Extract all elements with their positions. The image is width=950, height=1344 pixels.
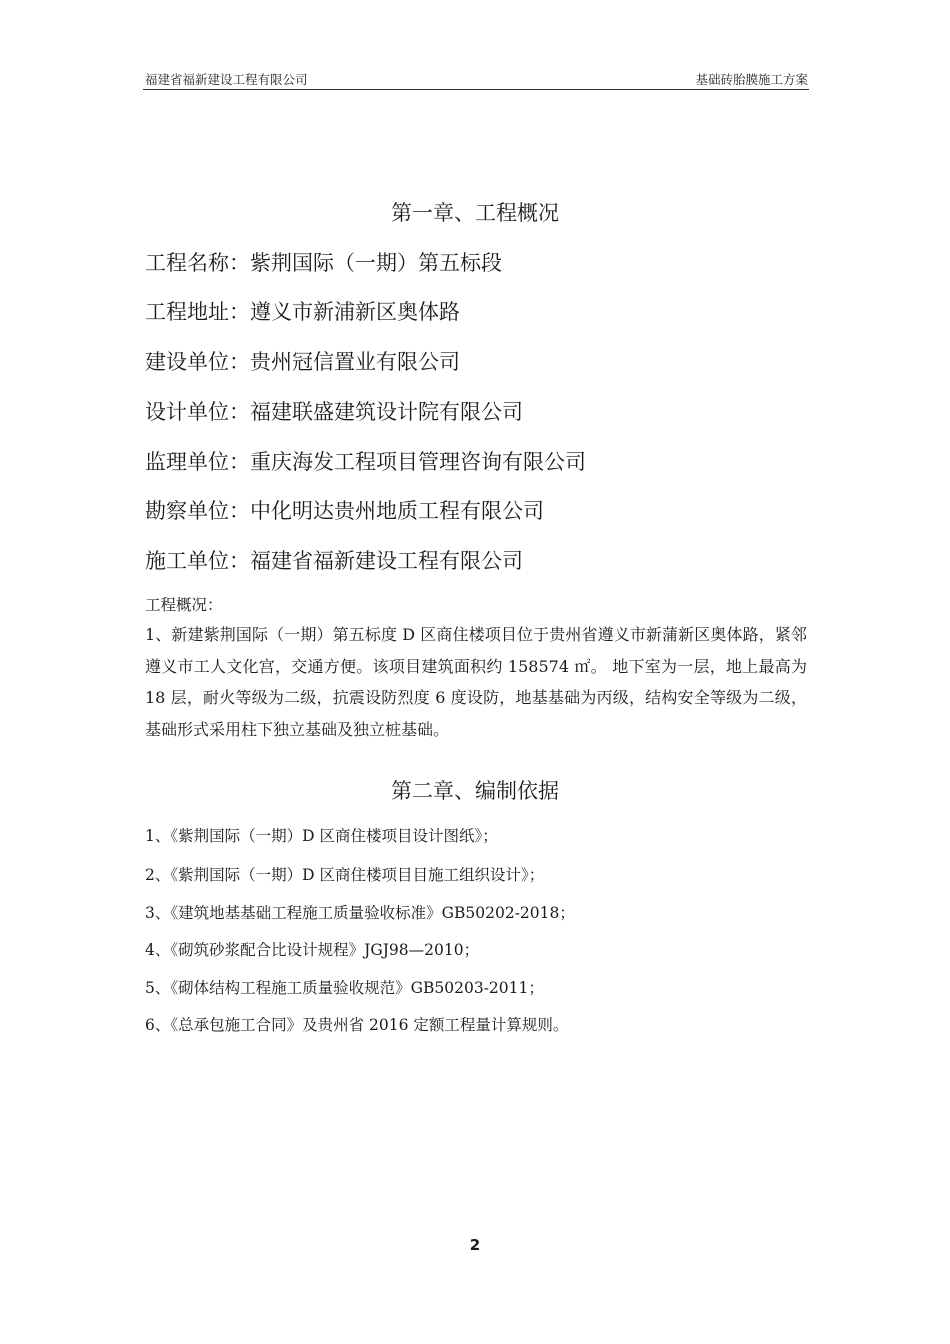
chapter-1-title: 第一章、工程概况 (391, 201, 559, 225)
project-address-field: 工程地址：遵义市新浦新区奥体路 (145, 300, 460, 324)
reference-item: 1、《紫荆国际（一期）D 区商住楼项目设计图纸》； (145, 827, 498, 845)
construction-unit-field: 施工单位：福建省福新建设工程有限公司 (145, 549, 523, 573)
survey-unit-field: 勘察单位：中化明达贵州地质工程有限公司 (145, 499, 544, 523)
reference-item: 5、《砌体结构工程施工质量验收规范》GB50203-2011； (145, 979, 544, 997)
header-company: 福建省福新建设工程有限公司 (145, 72, 308, 87)
reference-item: 4、《砌筑砂浆配合比设计规程》JGJ98—2010； (145, 941, 480, 959)
reference-item: 3、《建筑地基基础工程施工质量验收标准》GB50202-2018； (145, 904, 575, 922)
header-document-title: 基础砖胎膜施工方案 (695, 72, 808, 87)
owner-unit-field: 建设单位：贵州冠信置业有限公司 (145, 350, 460, 374)
overview-label: 工程概况： (145, 596, 223, 614)
project-name-field: 工程名称：紫荆国际（一期）第五标段 (145, 251, 502, 275)
page-number: 2 (469, 1236, 481, 1254)
reference-item: 2、《紫荆国际（一期）D 区商住楼项目目施工组织设计》； (145, 866, 545, 884)
header-divider (143, 89, 809, 90)
supervision-unit-field: 监理单位：重庆海发工程项目管理咨询有限公司 (145, 450, 586, 474)
overview-paragraph: 1、新建紫荆国际（一期）第五标度 D 区商住楼项目位于贵州省遵义市新蒲新区奥体路，紧邻遵义市工人文化宫，交通方便。该项目建筑面积约 158574 ㎡。 地下室为一层，地上最高为 18 层，耐火等级为二级，抗震设防烈度 6 度设防，地基基础为丙级，结构安全等级为二级，基础形式采用柱下独立基础及独立桩基础。 (145, 625, 807, 739)
chapter-2-title: 第二章、编制依据 (391, 779, 559, 803)
reference-item: 6、《总承包施工合同》及贵州省 2016 定额工程量计算规则。 (145, 1016, 569, 1034)
design-unit-field: 设计单位：福建联盛建筑设计院有限公司 (145, 400, 523, 424)
